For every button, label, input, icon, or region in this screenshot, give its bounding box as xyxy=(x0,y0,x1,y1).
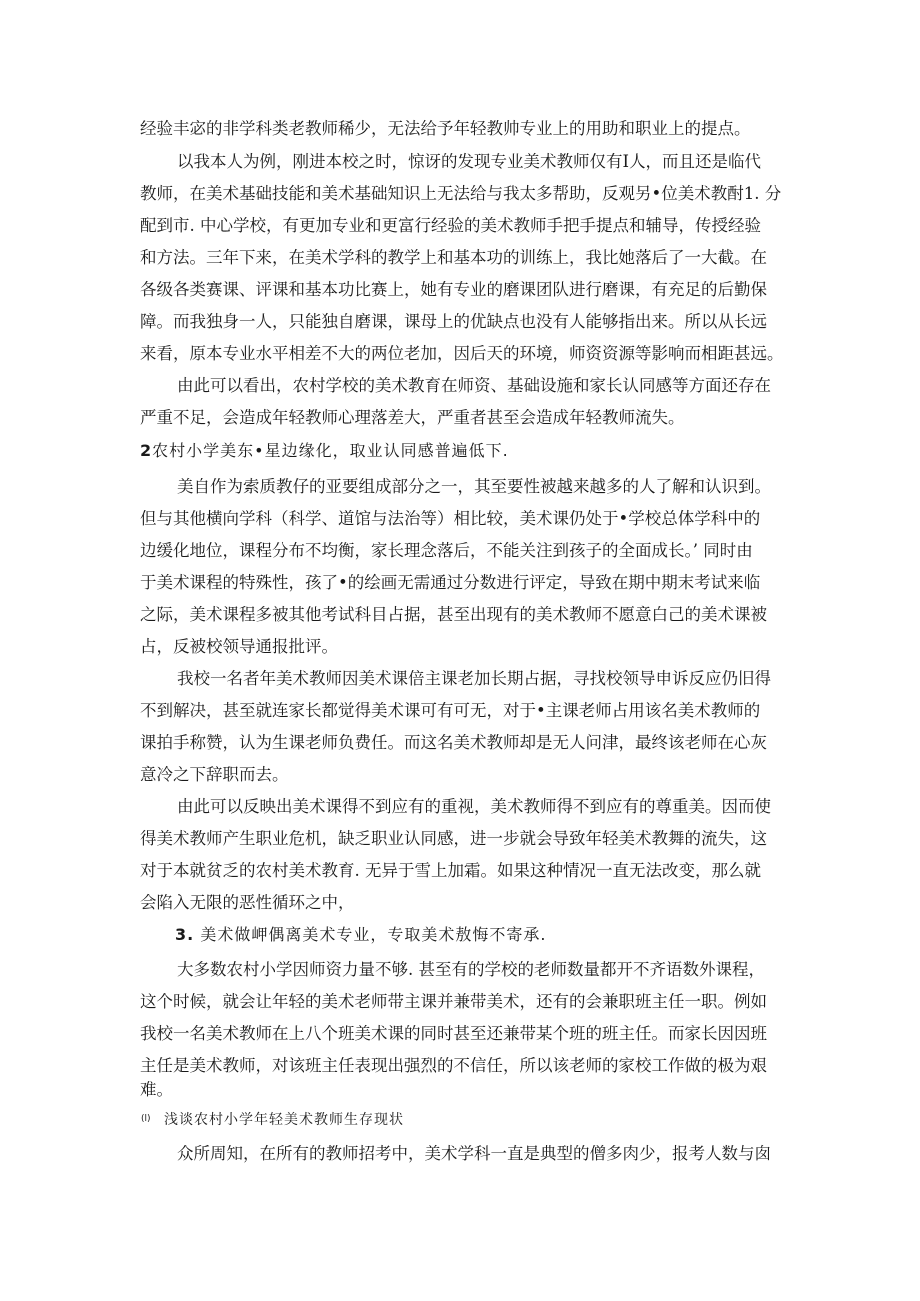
paragraph-line: 众所周知，在所有的教师招考中，美术学科一直是典型的僧多肉少，报考人数与囱 xyxy=(177,1144,771,1163)
paragraph-line: 以我本人为例，刚进本校之时，惊讶的发现专业美术教师仅有I人，而且还是临代 xyxy=(177,152,762,171)
paragraph-line: 由此可以反映出美术课得不到应有的重视，美术教师得不到应有的尊重美。因而使 xyxy=(177,797,771,816)
section-heading-3 xyxy=(175,923,546,947)
section-title: 美术做岬偶离美术专业，专取美术敖悔不寄承. xyxy=(200,925,547,944)
paragraph-line: 配到市. 中心学校，有更加专业和更富行经验的美术教师手把手提点和辅导，传授经验 xyxy=(140,216,761,235)
paragraph-line: 对于本就贫乏的农村美术教育. 无异于雪上加霜。如果这种情况一直无法改变，那么就 xyxy=(140,861,761,880)
paragraph-line: 由此可以看出，农村学校的美术教育在师资、基础设施和家长认同感等方面还存在 xyxy=(177,376,771,395)
paragraph-line: 意冷之下辞职而去。 xyxy=(140,765,289,784)
paragraph-line: 我校一名美术教师在上八个班美术课的同时甚至还兼带某个班的班主任。而家长因因班 xyxy=(140,1024,767,1043)
paragraph-line: 这个时候，就会让年轻的美术老师带主课并兼带美术，还有的会兼职班主任一职。例如 xyxy=(140,992,767,1011)
paragraph-line: 来看，原本专业水平相差不大的两位老加，因后天的环境，师资资源等影响而相距甚远。 xyxy=(140,344,784,363)
paragraph-line: 主任是美术教师，对该班主任表现出强烈的不信任，所以该老师的家校工作做的极为艰 xyxy=(140,1056,767,1075)
footnote-text: 浅谈农村小学年轻美术教师生存现状 xyxy=(164,1112,404,1128)
paragraph-line: 大多数农村小学因师资力量不够. 甚至有的学校的老师数量都开不齐语数外课程， xyxy=(177,960,765,979)
paragraph-line: 于美术课程的特殊性，孩了•的绘画无需通过分数进行评定，导致在期中期末考试来临 xyxy=(140,573,761,592)
paragraph-line: 我校一名者年美术教师因美术课倍主课老加长期占据，寻找校领导申诉反应仍旧得 xyxy=(177,669,771,688)
paragraph-line: 教师，在美术基础技能和美术基础知识上无法给与我太多帮助，反观另•位美术教酎1. 分 xyxy=(140,184,782,203)
section-heading-2 xyxy=(140,439,509,463)
paragraph-line: 会陷入无限的恶性循环之中， xyxy=(140,893,355,912)
paragraph-line: 经验丰宓的非学科类老教师稀少，无法给予年轻教帅专业上的用助和职业上的提点。 xyxy=(140,119,751,138)
paragraph-line: 得美术教师产生职业危机，缺乏职业认同感，进一步就会导致年轻美术教舞的流失，这 xyxy=(140,829,767,848)
paragraph-line: 课拍手称赞，认为生课老师负费任。而这名美术教师却是无人问津，最终该老师在心灰 xyxy=(140,733,767,752)
footnote-marker: (l) xyxy=(141,1114,151,1124)
paragraph-line: 各级各类赛课、评课和基本功比赛上，她有专业的磨课团队进行磨课，有充足的后勤保 xyxy=(140,280,767,299)
paragraph-line: 占，反被校领导通报批评。 xyxy=(140,637,338,656)
section-number: 3. xyxy=(175,925,195,944)
paragraph-line: 边缓化地位，课程分布不均衡，家长理念落后，不能关注到孩子的全面成长。’ 同时由 xyxy=(140,541,753,560)
paragraph-line: 但与其他横向学科（科学、道馆与法治等）相比较，美术课仍处于•学校总体学科中的 xyxy=(140,509,761,528)
paragraph-line: 和方法。三年下来，在美术学科的教学上和基本功的训练上，我比她落后了一大截。在 xyxy=(140,248,767,267)
section-number: 2 xyxy=(140,441,153,460)
paragraph-line: 之际，美术课程多被其他考试科目占据，甚至出现有的美术教师不愿意白己的美术课被 xyxy=(140,605,767,624)
paragraph-line: 难。 xyxy=(140,1080,173,1099)
paragraph-line: 障。而我独身一人，只能独自磨课，课母上的优缺点也没有人能够指出来。所以从长远 xyxy=(140,312,767,331)
section-title: 农村小学美东•星边缘化，取业认同感普遍低下. xyxy=(152,441,509,460)
paragraph-line: 美自作为索质教仔的亚要组成部分之一，其至要性被越来越多的人了解和认识到。 xyxy=(177,477,771,496)
paragraph-line: 不到解决，甚至就连家长都觉得美术课可有可无，对于•主课老师占用该名美术教师的 xyxy=(140,701,761,720)
paragraph-line: 严重不足，会造成年轻教师心理落差大，严重者甚至会造成年轻教师流失。 xyxy=(140,408,685,427)
